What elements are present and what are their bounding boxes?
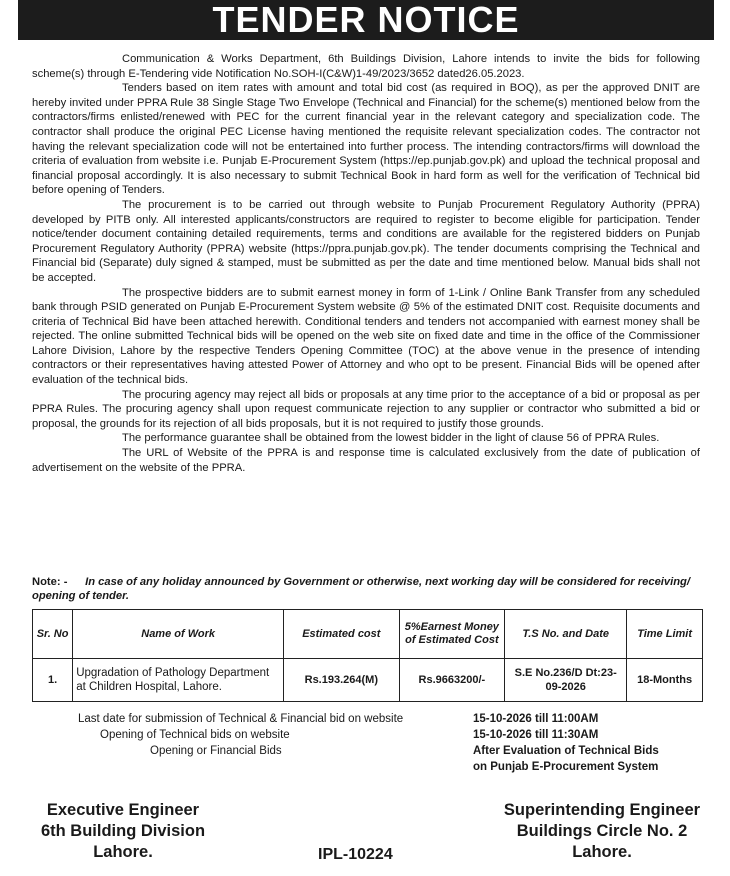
signatory-office: Buildings Circle No. 2 [516,822,688,840]
cell-sr-no: 1. [33,659,73,702]
note-text: In case of any holiday announced by Government or otherwise, next working day will be considered for receiving/ opening of tender. [32,576,690,602]
notice-body [32,52,700,475]
header-name-of-work: Name of Work [73,610,284,659]
signatory-city: Lahore. [93,843,153,861]
schedule-row [78,743,698,759]
schedule-value: 15-10-2026 till 11:30AM [473,729,599,741]
schedule-row [78,759,698,775]
cell-ts-no-date: S.E No.236/D Dt:23-09-2026 [505,659,627,702]
header-sr-no: Sr. No [33,610,73,659]
schedule-value: 15-10-2026 till 11:00AM [473,713,599,725]
signatory-city: Lahore. [572,843,632,861]
page-title: TENDER NOTICE [18,0,714,40]
paragraph-tenders: Tenders based on item rates with amount and total bid cost (as required in BOQ), as per the approved DNIT are hereby invited under PPRA Rule 38 Single Stage Two Envelope (Technical and Financial) for the scheme(s) mentioned below from the contractors/firms enlisted/renewed with PEC for the current financial year in the relevant category and specialization code. The contractor shall produce the original PEC License having mentioned the requisite relevant specialization codes. The contractor not having the relevant specialization code will not be entertained into further process. The intending contractors/firms will download the criteria of evaluation from website i.e. Punjab E-Procurement System (https://ep.punjab.gov.pk) and upload the technical proposal and financial proposal accordingly. It is also necessary to submit Technical Book in hard form as well for the verification of Technical bid before opening of Tenders. [32,82,700,197]
note [32,575,700,603]
header-estimated-cost: Estimated cost [284,610,399,659]
paragraph-procurement: The procurement is to be carried out through website to Punjab Procurement Regulatory Authority (PPRA) developed by PITB only. All interested applicants/constructors are required to register to become eligible for participation. Tender notice/tender document containing detailed requirements, terms and conditions are available for the registered bidders on Punjab Procurement Regulatory Authority (PPRA) website (https://ppra.punjab.gov.pk). The tender documents comprising the Technical and Financial bid (Separate) duly signed & stamped, must be submitted as per the date and time mentioned below. Manual bids shall not be accepted. [32,198,700,284]
cell-time-limit: 18-Months [627,659,703,702]
paragraph-rejection: The procuring agency may reject all bids or proposals at any time prior to the acceptance of a bid or proposal as per PPRA Rules. The procuring agency shall upon request communicate rejection to any supplier or contractor who submitted a bid or proposal, the grounds for its rejection of all bids proposals, but it is not required to justify those grounds. [32,388,700,430]
header-time-limit: Time Limit [627,610,703,659]
header-ts-no-date: T.S No. and Date [505,610,627,659]
schedule-row [78,727,698,743]
schedule-value: on Punjab E-Procurement System [473,761,659,773]
works-table [32,609,703,702]
signatory-executive-engineer [28,800,218,863]
tender-notice [18,0,714,876]
cell-name-of-work: Upgradation of Pathology Department at Children Hospital, Lahore. [73,659,284,702]
schedule-label: Opening or Financial Bids [150,745,282,757]
footer [18,800,714,870]
paragraph-earnest-money: The prospective bidders are to submit earnest money in form of 1-Link / Online Bank Transfer from any scheduled bank through PSID generated on Punjab E-Procurement System website @ 5% of the estimated DNIT cost. Requisite documents and criteria of Technical Bid have been attached herewith. Conditional tenders and tenders not accompanied with earnest money shall be rejected. The online submitted Technical bids will be opened on the web site on fixed date and time in the office of the Commissioner Lahore Division, Lahore by the respective Tenders Opening Committee (TOC) at the above venue in the presence of intending contractors or their representatives having attested Power of Attorney and who opt to be present. Financial Bids will be opened after evaluation of the technical bids. [32,286,700,387]
table-row [33,659,703,702]
schedule-label: Last date for submission of Technical & Financial bid on website [78,713,404,725]
signatory-title: Superintending Engineer [503,801,701,819]
signatory-superintending-engineer [496,800,708,863]
paragraph-url: The URL of Website of the PPRA is and response time is calculated exclusively from the date of publication of advertisement on the website of the PPRA. [32,447,700,474]
schedule [78,711,698,775]
header-earnest-money: 5%Earnest Money of Estimated Cost [399,610,505,659]
cell-estimated-cost: Rs.193.264(M) [284,659,399,702]
table-header-row [33,610,703,659]
cell-earnest-money: Rs.9663200/- [399,659,505,702]
schedule-label: Opening of Technical bids on website [100,729,290,741]
paragraph-performance: The performance guarantee shall be obtained from the lowest bidder in the light of clause 56 of PPRA Rules. [122,432,660,445]
signatory-title: Executive Engineer [46,801,200,819]
paragraph-intro: Communication & Works Department, 6th Buildings Division, Lahore intends to invite the bids for following scheme(s) through E-Tendering vide Notification No.SOH-I(C&W)1-49/2023/3652 dated26.05.2023. [32,53,700,80]
schedule-row [78,711,698,727]
schedule-value: After Evaluation of Technical Bids [473,745,659,757]
ipl-number: IPL-10224 [318,846,393,863]
note-label: Note: - [32,576,68,588]
signatory-office: 6th Building Division [40,822,206,840]
